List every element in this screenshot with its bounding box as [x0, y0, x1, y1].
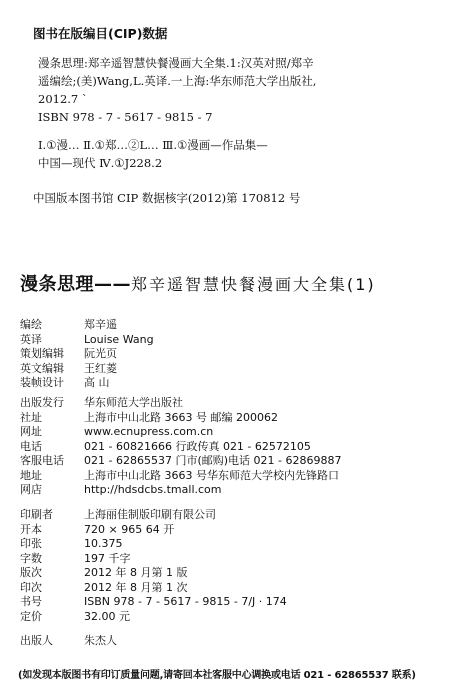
cip-subject-line: 中国—现代 Ⅳ.①J228.2 — [38, 156, 163, 170]
publisher-key: 网店 — [20, 483, 42, 496]
publisher-value: 上海市中山北路 3663 号华东师范大学校内先锋路口 — [84, 468, 339, 482]
printing-row — [20, 610, 287, 625]
publisher-row — [20, 483, 341, 498]
publisher-row — [20, 396, 341, 411]
cip-heading: 图书在版编目(CIP)数据 — [33, 26, 168, 41]
book-title — [20, 270, 376, 296]
credit-value: 高 山 — [84, 376, 110, 389]
credit-value: 郑辛遥 — [84, 318, 117, 331]
printing-value: 上海丽佳制版印刷有限公司 — [84, 508, 216, 521]
printing-key: 印张 — [20, 537, 42, 550]
printing-row — [20, 537, 287, 552]
publisher-value: 021 - 62865537 门市(邮购)电话 021 - 62869887 — [84, 454, 342, 467]
credit-key: 英译 — [20, 332, 42, 346]
cip-line: 2012.7 ` — [38, 92, 88, 106]
publisher-block — [20, 396, 341, 498]
cip-isbn: ISBN 978 - 7 - 5617 - 9815 - 7 — [38, 110, 213, 124]
printing-row — [20, 552, 287, 567]
credit-row — [20, 362, 154, 377]
publisher-person-block — [20, 634, 117, 649]
credit-value: Louise Wang — [84, 332, 154, 346]
printing-key: 字数 — [20, 551, 42, 565]
publisher-key: 网址 — [20, 425, 42, 438]
publisher-row — [20, 454, 341, 469]
printing-row — [20, 566, 287, 581]
publisher-key: 电话 — [20, 439, 42, 453]
printing-key: 书号 — [20, 595, 42, 608]
book-title-subtitle: 郑辛遥智慧快餐漫画大全集(1) — [131, 275, 376, 294]
publisher-row — [20, 469, 341, 484]
publisher-value: 021 - 60821666 行政传真 021 - 62572105 — [84, 439, 311, 453]
publisher-value: http://hdsdcbs.tmall.com — [84, 483, 222, 496]
publisher-row — [20, 425, 341, 440]
printing-key: 印次 — [20, 580, 42, 594]
credit-row — [20, 318, 154, 333]
printing-key: 印刷者 — [20, 508, 53, 521]
cip-record-number: 中国版本图书馆 CIP 数据核字(2012)第 170812 号 — [33, 191, 301, 205]
publisher-key: 出版发行 — [20, 396, 64, 409]
cip-record — [38, 54, 418, 172]
publisher-row — [20, 440, 341, 455]
credit-key: 策划编辑 — [20, 347, 64, 360]
quality-notice: (如发现本版图书有印订质量问题,请寄回本社客服中心调换或电话 021 - 62865537 联系) — [18, 670, 416, 681]
credit-value: 王红菱 — [84, 361, 117, 375]
credit-row — [20, 376, 154, 391]
credit-row — [20, 347, 154, 362]
publisher-value: www.ecnupress.com.cn — [84, 425, 214, 438]
publisher-person-value: 朱杰人 — [84, 634, 117, 647]
printing-row — [20, 508, 287, 523]
printing-row — [20, 595, 287, 610]
publisher-key: 客服电话 — [20, 454, 64, 467]
credit-row — [20, 333, 154, 348]
publisher-row — [20, 411, 341, 426]
printing-key: 开本 — [20, 522, 42, 536]
printing-value: 2012 年 8 月第 1 次 — [84, 580, 188, 594]
credit-value: 阮光页 — [84, 347, 117, 360]
printing-value: ISBN 978 - 7 - 5617 - 9815 - 7/J · 174 — [84, 595, 287, 608]
publisher-value: 上海市中山北路 3663 号 邮编 200062 — [84, 410, 278, 424]
credit-key: 装帧设计 — [20, 376, 64, 389]
printing-value: 32.00 元 — [84, 609, 130, 623]
printing-value: 2012 年 8 月第 1 版 — [84, 566, 188, 579]
cip-line: 遥编绘;(美)Wang,L.英译.一上海:华东师范大学出版社, — [38, 74, 317, 88]
publisher-key: 地址 — [20, 468, 42, 482]
cip-subject-line: Ⅰ.①漫… Ⅱ.①郑…②L… Ⅲ.①漫画—作品集— — [38, 138, 268, 152]
publisher-key: 社址 — [20, 410, 42, 424]
publisher-person-key: 出版人 — [20, 634, 53, 647]
printing-block — [20, 508, 287, 624]
cip-line: 漫条思理:郑辛遥智慧快餐漫画大全集.1:汉英对照/郑辛 — [38, 56, 314, 70]
book-title-main: 漫条思理—— — [20, 274, 131, 295]
printing-row — [20, 581, 287, 596]
credit-key: 英文编辑 — [20, 361, 64, 375]
credits-block — [20, 318, 154, 391]
publisher-person-row — [20, 634, 117, 649]
publisher-value: 华东师范大学出版社 — [84, 396, 183, 409]
printing-value: 10.375 — [84, 537, 123, 550]
printing-row — [20, 523, 287, 538]
printing-value: 720 × 965 64 开 — [84, 522, 175, 536]
printing-key: 版次 — [20, 566, 42, 579]
credit-key: 编绘 — [20, 318, 42, 331]
printing-key: 定价 — [20, 609, 42, 623]
printing-value: 197 千字 — [84, 551, 131, 565]
